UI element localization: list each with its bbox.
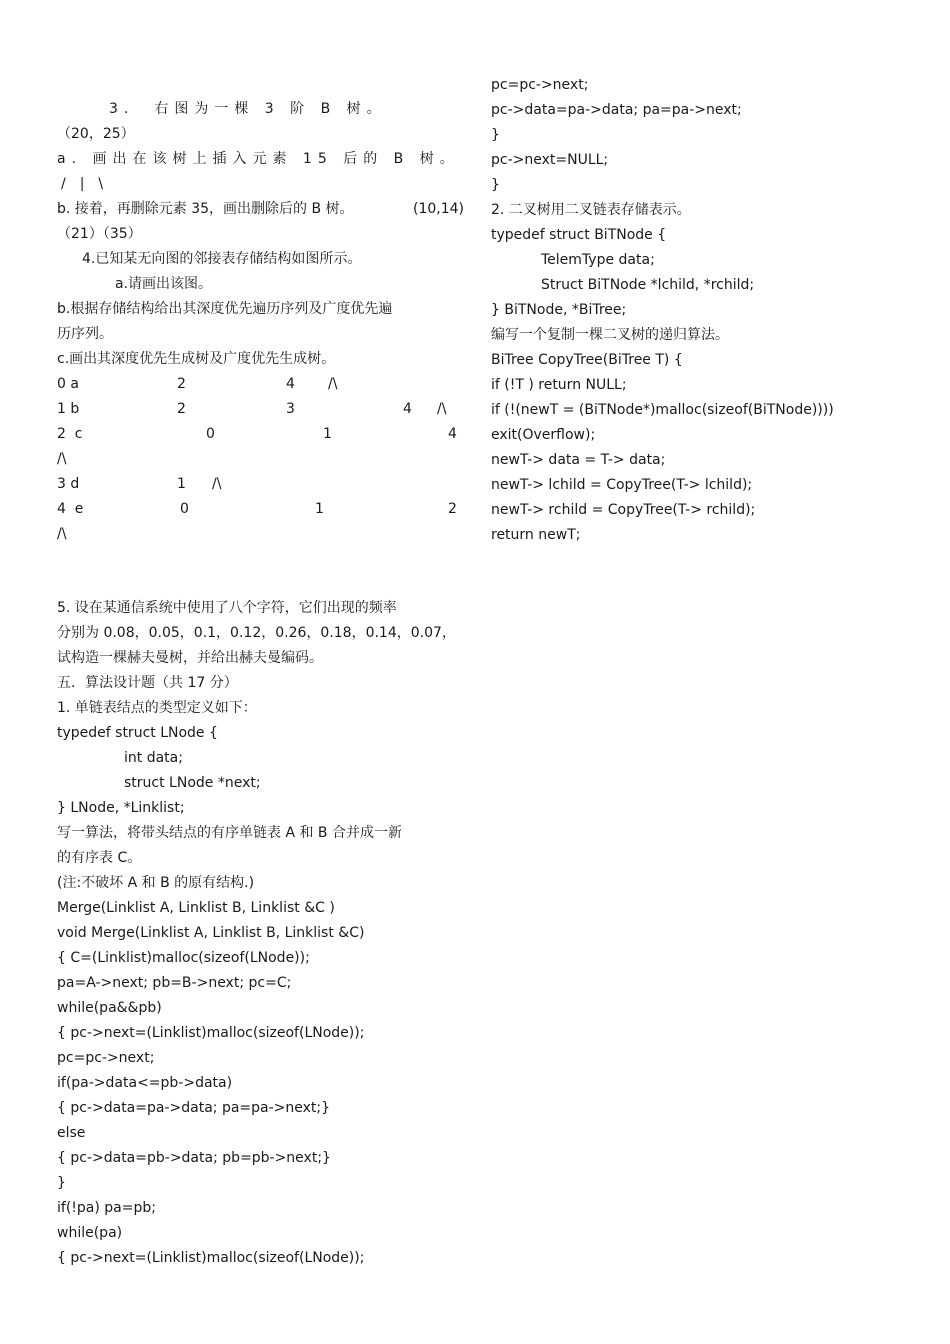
- q3-nodes: （21）（35）: [57, 226, 142, 242]
- merge-code-line: { pc->data=pa->data; pa=pa->next;}: [57, 1100, 331, 1116]
- q4-title: 4.已知某无向图的邻接表存储结构如图所示。: [82, 251, 362, 267]
- adj-row-4: [57, 475, 467, 493]
- adj-cell: 4: [403, 401, 412, 417]
- merge-code-line: pc=pc->next;: [57, 1050, 155, 1066]
- cont-code-line: pc->next=NULL;: [491, 152, 609, 168]
- p2-code-line: Struct BiTNode *lchild, *rchild;: [541, 277, 755, 293]
- merge-code-line: if(pa->data<=pb->data): [57, 1075, 233, 1091]
- merge-code-line: Merge(Linklist A, Linklist B, Linklist &C ): [57, 900, 335, 916]
- adj-cell: 0: [206, 426, 215, 442]
- p1-code-line: typedef struct LNode {: [57, 725, 218, 741]
- p2-desc: 编写一个复制一棵二叉树的递归算法。: [491, 327, 729, 343]
- q4-part-b-line1: b.根据存储结构给出其深度优先遍历序列及广度优先遍: [57, 301, 393, 317]
- p2-code-line: TelemType data;: [541, 252, 655, 268]
- merge-code-line: pa=A->next; pb=B->next; pc=C;: [57, 975, 292, 991]
- adj-cell: 4 e: [57, 501, 84, 517]
- p1-note: (注:不破坏 A 和 B 的原有结构.): [57, 875, 255, 891]
- p2-title: 2. 二叉树用二叉链表存储表示。: [491, 202, 691, 218]
- merge-code-line: void Merge(Linklist A, Linklist B, Linklist &C): [57, 925, 365, 941]
- copy-code-line: return newT;: [491, 527, 581, 543]
- cont-code-line: }: [491, 127, 500, 143]
- adj-cell: /\: [437, 401, 447, 417]
- copy-code-line: newT-> data = T-> data;: [491, 452, 666, 468]
- adj-cell: 2: [177, 376, 186, 392]
- q4-part-c: c.画出其深度优先生成树及广度优先生成树。: [57, 351, 336, 367]
- q3-slashes: / | \: [61, 176, 104, 192]
- p1-code-line: struct LNode *next;: [124, 775, 261, 791]
- merge-code-line: else: [57, 1125, 86, 1141]
- adj-cell: /\: [212, 476, 222, 492]
- copy-code-line: newT-> rchild = CopyTree(T-> rchild);: [491, 502, 756, 518]
- p2-code-line: } BiTNode, *BiTree;: [491, 302, 627, 318]
- adj-cell: 2: [448, 501, 457, 517]
- q3-part-b-node: (10,14): [413, 201, 465, 217]
- adj-cell: 2: [177, 401, 186, 417]
- merge-code-line: { C=(Linklist)malloc(sizeof(LNode));: [57, 950, 310, 966]
- p2-code-line: typedef struct BiTNode {: [491, 227, 667, 243]
- adj-cell: /\: [328, 376, 338, 392]
- section-5-title: 五．算法设计题（共 17 分）: [57, 675, 238, 691]
- p1-title: 1. 单链表结点的类型定义如下：: [57, 700, 257, 716]
- adj-cell: 4: [286, 376, 295, 392]
- copy-code-line: exit(Overflow);: [491, 427, 596, 443]
- adj-row-5: [57, 500, 467, 518]
- merge-code-line: { pc->next=(Linklist)malloc(sizeof(LNode));: [57, 1025, 365, 1041]
- p1-code-line: int data;: [124, 750, 183, 766]
- q4-part-b-line2: 历序列。: [57, 326, 113, 342]
- merge-code-line: while(pa&&pb): [57, 1000, 162, 1016]
- copy-code-line: newT-> lchild = CopyTree(T-> lchild);: [491, 477, 753, 493]
- adj-cell: 3 d: [57, 476, 80, 492]
- q3-part-b: b. 接着，再删除元素 35，画出删除后的 B 树。: [57, 201, 354, 217]
- merge-code-line: { pc->next=(Linklist)malloc(sizeof(LNode));: [57, 1250, 365, 1266]
- q5-line1: 5. 设在某通信系统中使用了八个字符，它们出现的频率: [57, 600, 397, 616]
- adj-row-1: [57, 400, 467, 418]
- adj-cell: 1: [315, 501, 324, 517]
- cont-code-line: pc->data=pa->data; pa=pa->next;: [491, 102, 742, 118]
- adj-cell: 0 a: [57, 376, 79, 392]
- adj-row-0: [57, 375, 467, 393]
- adj-row-3: /\: [57, 451, 67, 467]
- copy-code-line: BiTree CopyTree(BiTree T) {: [491, 352, 683, 368]
- q5-line2: 分别为 0.08，0.05，0.1，0.12，0.26，0.18，0.14，0.07，: [57, 625, 456, 641]
- p1-desc-line1: 写一算法，将带头结点的有序单链表 A 和 B 合并成一新: [57, 825, 402, 841]
- cont-code-line: pc=pc->next;: [491, 77, 589, 93]
- cont-code-line: }: [491, 177, 500, 193]
- p1-desc-line2: 的有序表 C。: [57, 850, 142, 866]
- q5-line3: 试构造一棵赫夫曼树，并给出赫夫曼编码。: [57, 650, 323, 666]
- adj-cell: 2 c: [57, 426, 83, 442]
- adj-cell: 1: [177, 476, 186, 492]
- adj-cell: 3: [286, 401, 295, 417]
- q3-title: 3. 右图为一棵 3 阶 B 树。: [109, 101, 387, 117]
- adj-row-6: /\: [57, 526, 67, 542]
- adj-row-2: [57, 425, 467, 443]
- merge-code-line: if(!pa) pa=pb;: [57, 1200, 156, 1216]
- merge-code-line: while(pa): [57, 1225, 123, 1241]
- p1-code-line: } LNode, *Linklist;: [57, 800, 185, 816]
- adj-cell: 1 b: [57, 401, 80, 417]
- q3-part-a: a. 画出在该树上插入元素 15 后的 B 树。: [57, 151, 460, 167]
- q4-part-a: a.请画出该图。: [115, 276, 213, 292]
- copy-code-line: if (!T ) return NULL;: [491, 377, 627, 393]
- adj-cell: 4: [448, 426, 457, 442]
- adj-cell: 0: [180, 501, 189, 517]
- merge-code-line: { pc->data=pb->data; pb=pb->next;}: [57, 1150, 331, 1166]
- merge-code-line: }: [57, 1175, 66, 1191]
- adj-cell: 1: [323, 426, 332, 442]
- q3-values: （20，25）: [57, 126, 135, 142]
- copy-code-line: if (!(newT = (BiTNode*)malloc(sizeof(BiTNode)))): [491, 402, 834, 418]
